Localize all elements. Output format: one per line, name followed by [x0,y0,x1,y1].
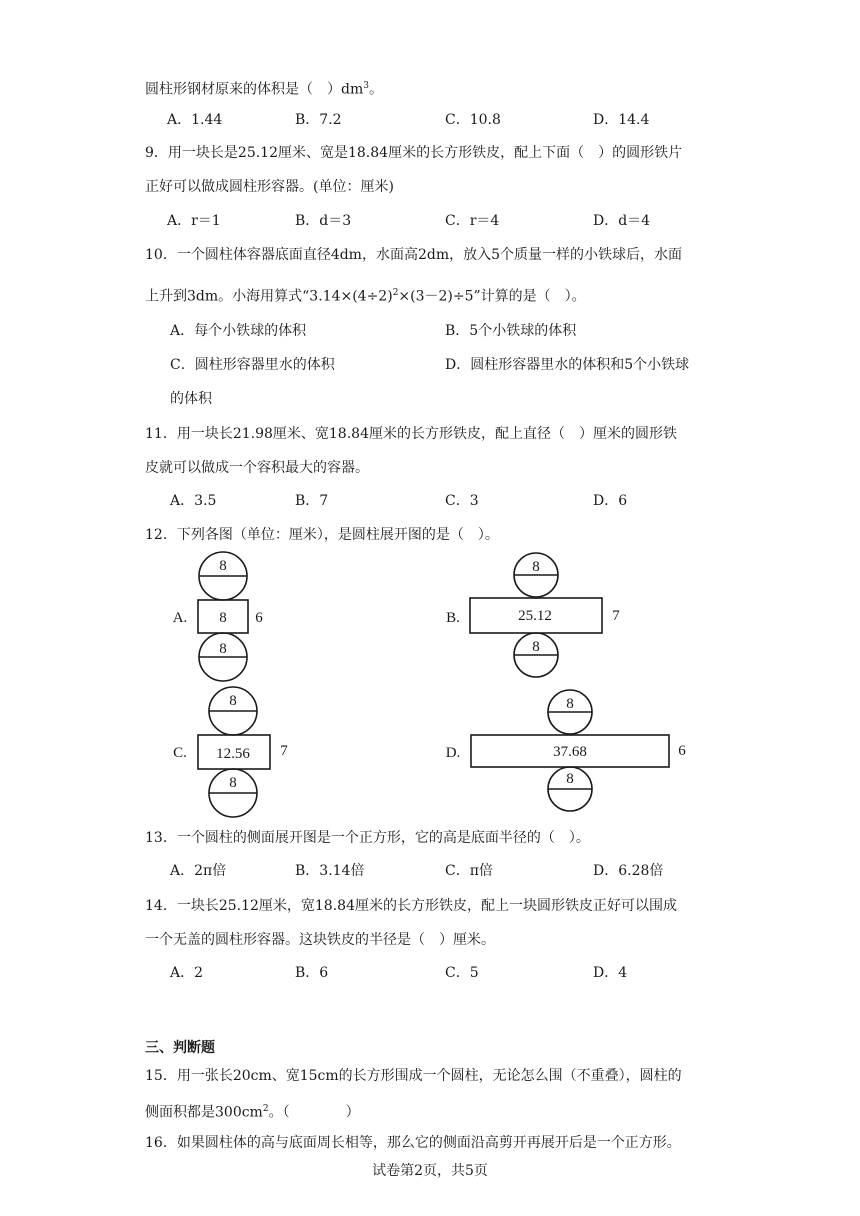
figure-d-rect-value: 37.68 [553,744,587,760]
q10-option-d-continued: 的体积 [170,391,212,407]
q12-stem: 12．下列各图（单位：厘米），是圆柱展开图的是（ ）。 [145,527,499,543]
figure-d-top-value: 8 [566,696,574,712]
figure-b-top-value: 8 [532,559,540,575]
figure-a-top-value: 8 [219,558,227,574]
q15-stem-line1: 15．用一张长20cm、宽15cm的长方形围成一个圆柱，无论怎么围（不重叠），圆柱的 [145,1068,682,1084]
figure-a-rect-value: 8 [219,610,227,626]
q9-option-b: B．d＝3 [295,213,352,229]
q10-option-a: A．每个小铁球的体积 [170,323,307,339]
figure-a-side-value: 6 [255,610,263,626]
q10-option-b: B．5个小铁球的体积 [445,323,577,339]
q8-option-d: D．14.4 [593,112,650,128]
q13-option-d: D．6.28倍 [593,863,664,879]
q14-option-d: D．4 [593,965,628,981]
figure-a-bottom-value: 8 [219,641,227,657]
figure-b-rect-value: 25.12 [518,608,552,624]
section-heading: 三、判断题 [145,1040,215,1056]
q9-stem-line2: 正好可以做成圆柱形容器。(单位：厘米) [145,179,394,195]
q11-option-a: A．3.5 [170,493,217,509]
q14-option-c: C．5 [445,965,479,981]
q8-option-c: C．10.8 [445,112,501,128]
q10-stem-line2: 上升到3dm。小海用算式“$3.14\times(4\div 2)^2\times(3-2)\div 5$”计算的是（ ）。 [145,288,586,305]
q11-stem-line2: 皮就可以做成一个容积最大的容器。 [145,460,369,476]
q8-stem: 圆柱形钢材原来的体积是（ ）$dm^3$。 [145,81,383,98]
figure-c-rect-value: 12.56 [216,746,250,762]
q9-option-d: D．d＝4 [593,213,651,229]
q14-option-a: A．2 [170,965,204,981]
figure-c-top-value: 8 [229,693,237,709]
q8-option-a: A．1.44 [167,112,223,128]
figure-b-side-value: 7 [612,608,620,624]
figure-a-label: A. [172,610,188,626]
q15-stem-line2: 侧面积都是$300cm^2$。（ ） [145,1104,360,1121]
figure-b-label: B. [446,610,460,626]
q11-stem-line1: 11．用一块长21.98厘米、宽18.84厘米的长方形铁皮，配上直径（ ）厘米的圆形铁 [145,426,677,442]
q10-option-d: D．圆柱形容器里水的体积和5个小铁球 [445,357,690,373]
q13-option-c: C．π倍 [445,863,493,879]
q13-stem: 13．一个圆柱的侧面展开图是一个正方形，它的高是底面半径的（ ）。 [145,830,590,846]
q14-option-b: B．6 [295,965,329,981]
q10-option-c: C．圆柱形容器里水的体积 [170,357,335,373]
q8-option-b: B．7.2 [295,112,342,128]
q16-stem: 16．如果圆柱体的高与底面周长相等，那么它的侧面沿高剪开再展开后是一个正方形。 [145,1135,681,1151]
figure-d-label: D. [445,745,461,761]
q13-option-a: A．2π倍 [170,863,227,879]
q11-option-c: C．3 [445,493,479,509]
page-footer: 试卷第2页，共5页 [372,1163,488,1179]
q11-option-b: B．7 [295,493,329,509]
q13-option-b: B．3.14倍 [295,863,365,879]
q9-option-a: A．r＝1 [167,213,221,229]
figure-d-side-value: 6 [678,743,686,759]
q11-option-d: D．6 [593,493,628,509]
q9-stem-line1: 9．用一块长是25.12厘米、宽是18.84厘米的长方形铁皮，配上下面（ ）的圆形铁片 [145,145,683,161]
figure-d-bottom-value: 8 [566,771,574,787]
figure-c-bottom-value: 8 [229,775,237,791]
q10-stem-line1: 10．一个圆柱体容器底面直径4dm，水面高2dm，放入5个质量一样的小铁球后，水面 [145,247,683,263]
figure-b-bottom-value: 8 [532,639,540,655]
q14-stem-line2: 一个无盖的圆柱形容器。这块铁皮的半径是（ ）厘米。 [145,932,495,948]
figure-c-side-value: 7 [280,743,288,759]
figure-c-label: C. [173,745,187,761]
q9-option-c: C．r＝4 [445,213,500,229]
q14-stem-line1: 14．一块长25.12厘米，宽18.84厘米的长方形铁皮，配上一块圆形铁皮正好可以围成 [145,898,677,914]
